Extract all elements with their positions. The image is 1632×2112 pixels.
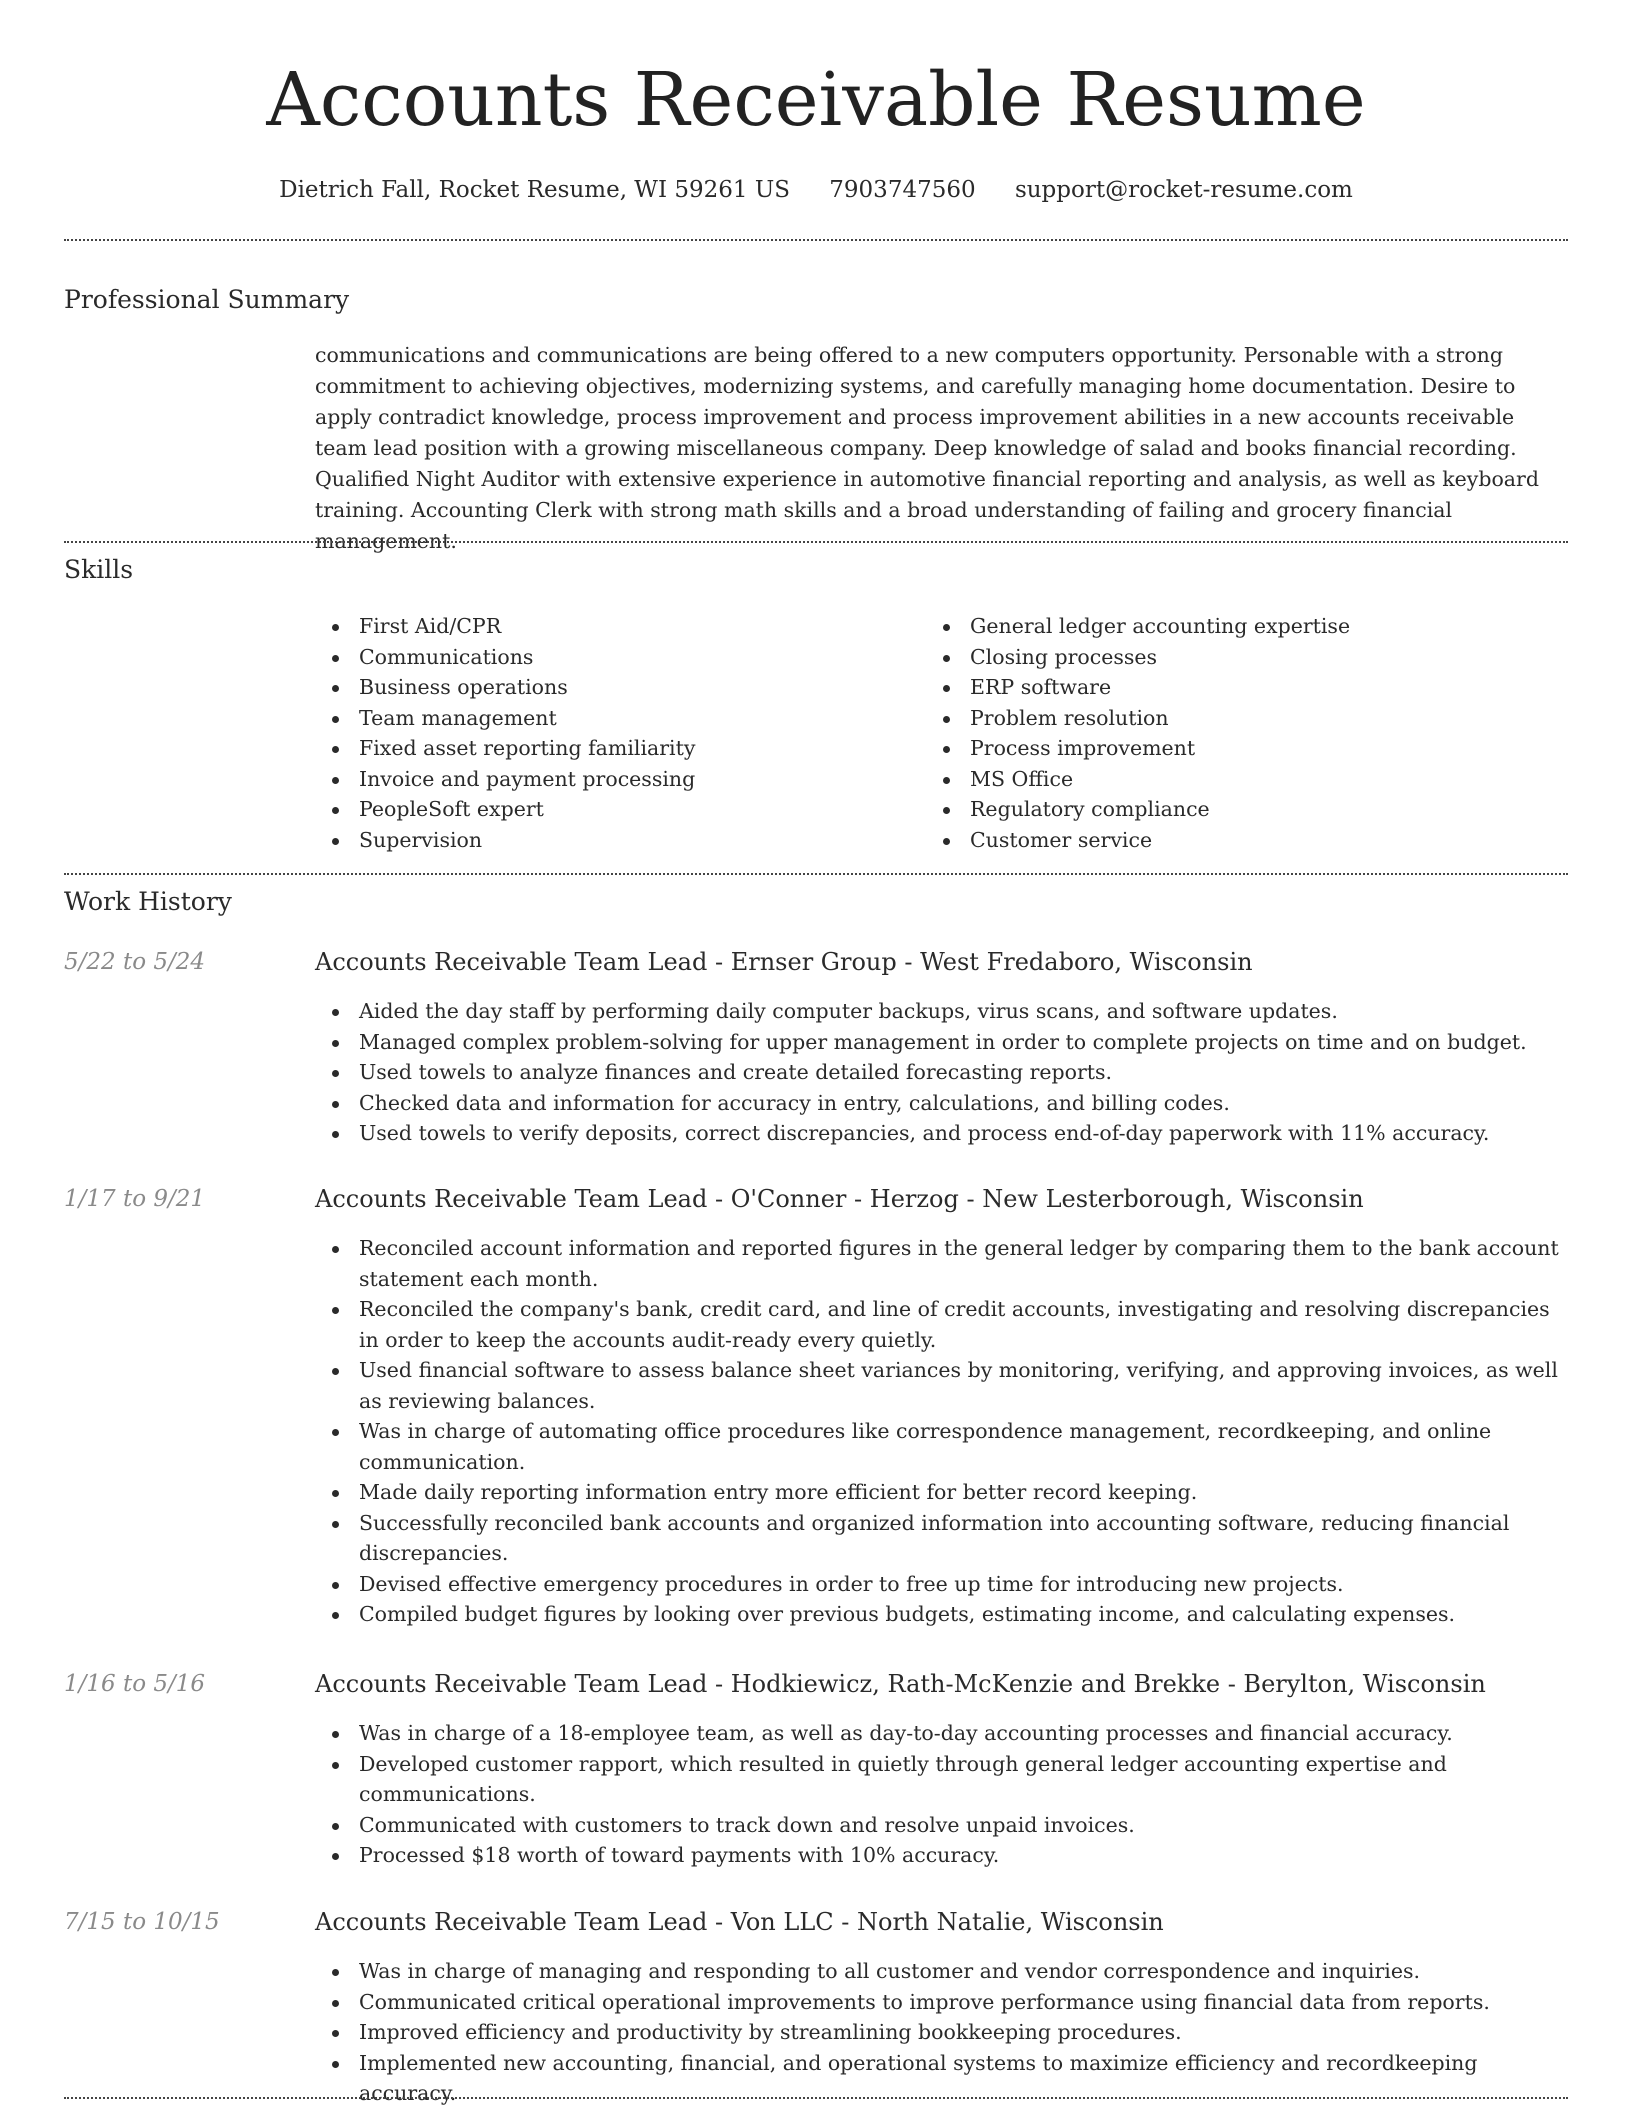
- job-title: Accounts Receivable Team Lead - Ernser Group - West Fredaboro, Wisconsin: [315, 948, 1253, 976]
- divider: [64, 873, 1568, 875]
- skill-item: Process improvement: [926, 733, 1568, 764]
- skill-item: Regulatory compliance: [926, 794, 1568, 825]
- skill-item: Problem resolution: [926, 703, 1568, 734]
- job-dates: 1/16 to 5/16: [64, 1671, 206, 1697]
- skill-item: Customer service: [926, 825, 1568, 856]
- job-dates: 5/22 to 5/24: [64, 949, 206, 975]
- skill-item: PeopleSoft expert: [315, 794, 925, 825]
- contact-address: Dietrich Fall, Rocket Resume, WI 59261 US: [279, 177, 790, 203]
- skill-item: Invoice and payment processing: [315, 764, 925, 795]
- job-bullet: Successfully reconciled bank accounts and organized information into accounting software, reducing financial discrepancies.: [315, 1508, 1568, 1569]
- skill-item: Supervision: [315, 825, 925, 856]
- job-bullet: Communicated with customers to track down and resolve unpaid invoices.: [315, 1810, 1568, 1841]
- skill-item: First Aid/CPR: [315, 611, 925, 642]
- job-title: Accounts Receivable Team Lead - Von LLC - North Natalie, Wisconsin: [315, 1908, 1164, 1936]
- job-dates: 1/17 to 9/21: [64, 1186, 206, 1212]
- skill-item: General ledger accounting expertise: [926, 611, 1568, 642]
- job-bullet: Developed customer rapport, which resulted in quietly through general ledger accounting expertise and communications.: [315, 1749, 1568, 1810]
- job-title: Accounts Receivable Team Lead - O'Conner - Herzog - New Lesterborough, Wisconsin: [315, 1185, 1364, 1213]
- job-bullet: Checked data and information for accuracy in entry, calculations, and billing codes.: [315, 1088, 1568, 1119]
- job-bullet: Reconciled account information and reported figures in the general ledger by comparing them to the bank account statement each month.: [315, 1233, 1568, 1294]
- skill-item: Fixed asset reporting familiarity: [315, 733, 925, 764]
- job-bullet: Aided the day staff by performing daily computer backups, virus scans, and software updates.: [315, 996, 1568, 1027]
- job-bullet: Used towels to verify deposits, correct discrepancies, and process end-of-day paperwork with 11% accuracy.: [315, 1118, 1568, 1149]
- skills-list-left: [315, 611, 925, 855]
- skills-heading: Skills: [64, 555, 134, 584]
- contact-phone: 7903747560: [829, 177, 976, 203]
- skills-list-right: [926, 611, 1568, 855]
- job-bullet: Was in charge of managing and responding to all customer and vendor correspondence and inquiries.: [315, 1956, 1568, 1987]
- job-bullets: [315, 1233, 1568, 1630]
- summary-text: communications and communications are being offered to a new computers opportunity. Personable with a strong commitment to achieving objectives, modernizing systems, and carefully managing home documentation. Desire to apply contradict knowledge, process improvement and process improvement abilities in a new accounts receivable team lead position with a growing miscellaneous company. Deep knowledge of salad and books financial recording. Qualified Night Auditor with extensive experience in automotive financial reporting and analysis, as well as keyboard training. Accounting Clerk with strong math skills and a broad understanding of failing and grocery financial management.: [315, 343, 1539, 553]
- job-bullets: [315, 1718, 1568, 1871]
- divider: [64, 541, 1568, 543]
- skill-item: Team management: [315, 703, 925, 734]
- divider: [64, 239, 1568, 241]
- work-heading: Work History: [64, 887, 232, 916]
- job-bullet: Used financial software to assess balance sheet variances by monitoring, verifying, and approving invoices, as well as reviewing balances.: [315, 1355, 1568, 1416]
- job-bullet: Reconciled the company's bank, credit card, and line of credit accounts, investigating and resolving discrepancies in order to keep the accounts audit-ready every quietly.: [315, 1294, 1568, 1355]
- contact-email: support@rocket-resume.com: [1014, 177, 1353, 203]
- job-bullets: [315, 996, 1568, 1149]
- job-bullet: Communicated critical operational improvements to improve performance using financial data from reports.: [315, 1987, 1568, 2018]
- divider: [64, 2097, 1568, 2099]
- job-bullet: Improved efficiency and productivity by streamlining bookkeeping procedures.: [315, 2017, 1568, 2048]
- job-bullet: Implemented new accounting, financial, and operational systems to maximize efficiency and recordkeeping accuracy.: [315, 2048, 1568, 2109]
- job-bullets: [315, 1956, 1568, 2109]
- skill-item: MS Office: [926, 764, 1568, 795]
- job-dates: 7/15 to 10/15: [64, 1909, 220, 1935]
- job-bullet: Was in charge of automating office procedures like correspondence management, recordkeeping, and online communication.: [315, 1416, 1568, 1477]
- contact-line: [64, 170, 1568, 210]
- resume-title: Accounts Receivable Resume: [266, 57, 1366, 143]
- job-title: Accounts Receivable Team Lead - Hodkiewicz, Rath-McKenzie and Brekke - Berylton, Wisconsin: [315, 1670, 1486, 1698]
- job-bullet: Used towels to analyze finances and create detailed forecasting reports.: [315, 1057, 1568, 1088]
- skill-item: ERP software: [926, 672, 1568, 703]
- job-bullet: Made daily reporting information entry more efficient for better record keeping.: [315, 1477, 1568, 1508]
- job-bullet: Managed complex problem-solving for upper management in order to complete projects on time and on budget.: [315, 1027, 1568, 1058]
- job-bullet: Compiled budget figures by looking over previous budgets, estimating income, and calculating expenses.: [315, 1599, 1568, 1630]
- skill-item: Communications: [315, 642, 925, 673]
- skill-item: Business operations: [315, 672, 925, 703]
- job-bullet: Devised effective emergency procedures in order to free up time for introducing new projects.: [315, 1569, 1568, 1600]
- summary-heading: Professional Summary: [64, 285, 350, 314]
- skill-item: Closing processes: [926, 642, 1568, 673]
- job-bullet: Was in charge of a 18-employee team, as well as day-to-day accounting processes and financial accuracy.: [315, 1718, 1568, 1749]
- job-bullet: Processed $18 worth of toward payments with 10% accuracy.: [315, 1840, 1568, 1871]
